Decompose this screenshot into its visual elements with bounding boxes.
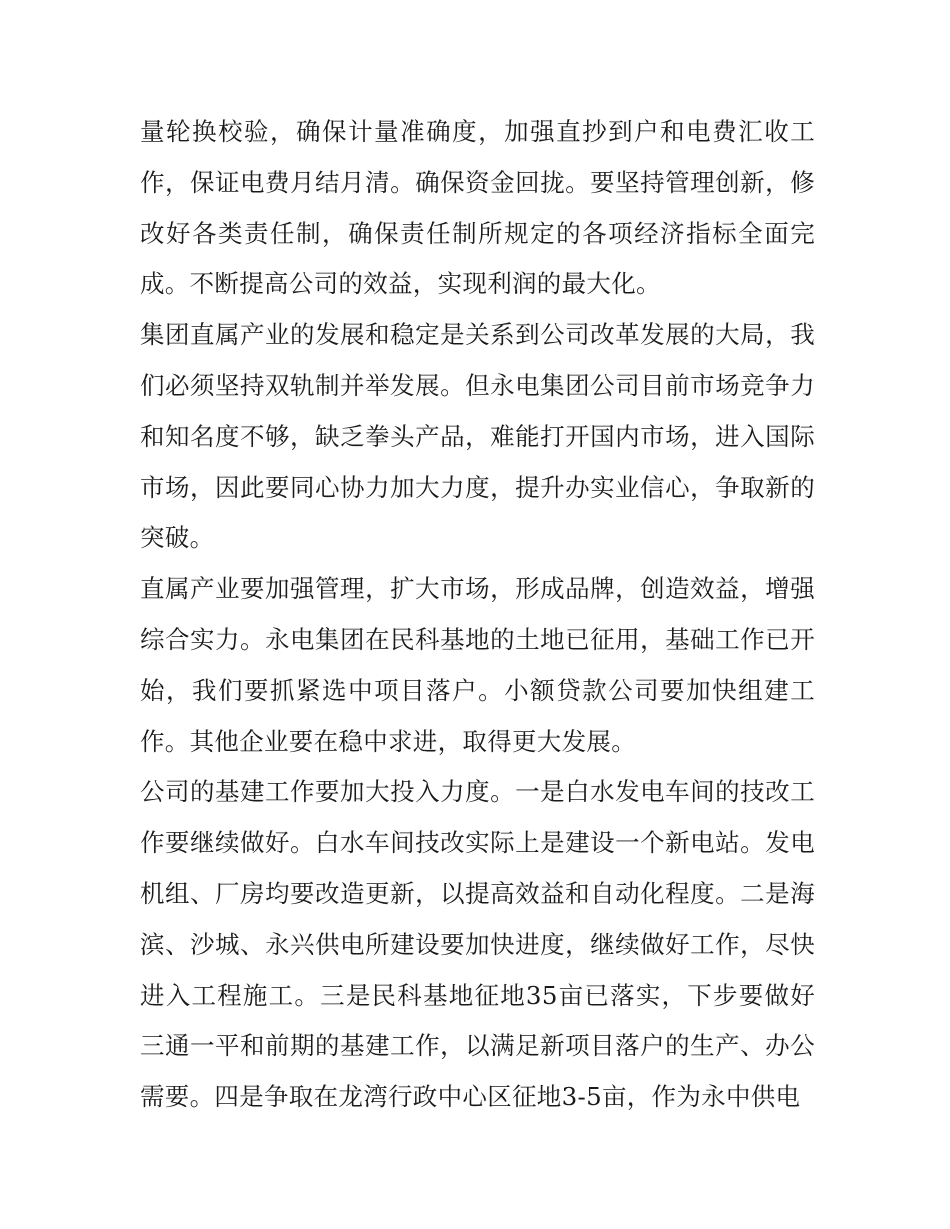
paragraph-infrastructure: 公司的基建工作要加大投入力度。一是白水发电车间的技改工作要继续做好。白水车间技改实际上是建设一个新电站。发电机组、厂房均要改造更新，以提高效益和自动化程度。二是海滨、沙城、永兴供电所建设要加快进度，继续做好工作，尽快进入工程施工。三是民科基地征地35亩已落实，下步要做好三通一平和前期的基建工作，以满足新项目落户的生产、办公需要。四是争取在龙湾行政中心区征地3-5亩，作为永中供电 (140, 777, 815, 1112)
paragraph-group-industry: 集团直属产业的发展和稳定是关系到公司改革发展的大局，我们必须坚持双轨制并举发展。但永电集团公司目前市场竞争力和知名度不够，缺乏拳头产品，难能打开国内市场，进入国际市场，因此要同心协力加大力度，提升办实业信心，争取新的突破。 (140, 320, 815, 553)
paragraph-direct-industry: 直属产业要加强管理，扩大市场，形成品牌，创造效益，增强综合实力。永电集团在民科基地的土地已征用，基础工作已开始，我们要抓紧选中项目落户。小额贷款公司要加快组建工作。其他企业要在稳中求进，取得更大发展。 (140, 574, 815, 756)
paragraph-billing: 量轮换校验，确保计量准确度，加强直抄到户和电费汇收工作，保证电费月结月清。确保资金回拢。要坚持管理创新，修改好各类责任制，确保责任制所规定的各项经济指标全面完成。不断提高公司的效益，实现利润的最大化。 (140, 117, 815, 299)
body-text (140, 107, 815, 1123)
